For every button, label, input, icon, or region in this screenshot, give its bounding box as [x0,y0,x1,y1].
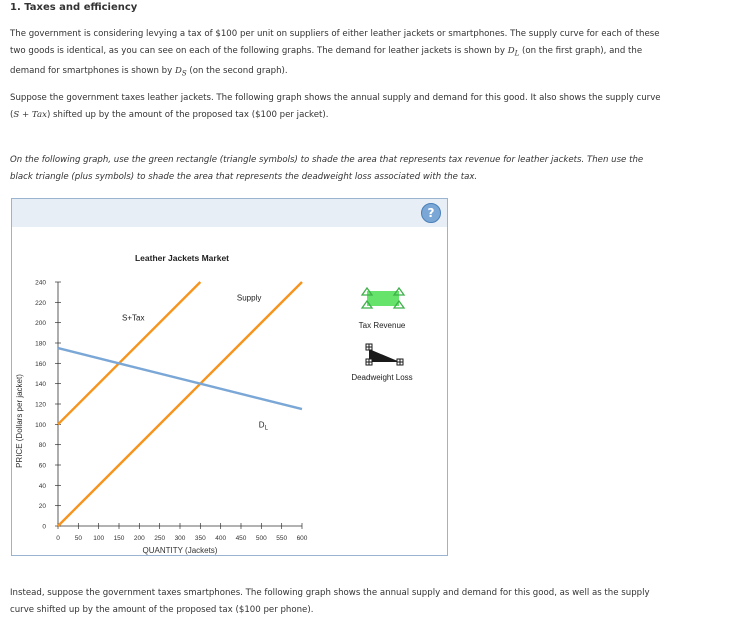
tax-revenue-label: Tax Revenue [358,321,406,330]
graph-panel [11,198,448,556]
x-tick-label: 300 [174,535,186,542]
intro-line: two goods is identical, as you can see on each of the following graphs. The demand for leather jackets is shown by $D_L$ (on the first graph), and the [10,46,643,58]
intro-line: demand for smartphones is shown by $D_S$ (on the second graph). [10,65,288,78]
dl-line [58,348,302,409]
y-tick-label: 0 [42,523,46,531]
tax-line: Suppose the government taxes leather jackets. The following graph shows the annual supply and demand for this good. It also shows the supply curve [10,93,661,103]
x-tick-label: 250 [154,535,166,542]
x-tick-label: 450 [235,535,247,542]
x-tick-label: 150 [113,535,125,542]
intro-paragraph [10,26,715,82]
instruction-line: black triangle (plus symbols) to shade the area that represents the deadweight loss associated with the tax. [10,172,478,182]
instruction-line: On the following graph, use the green rectangle (triangle symbols) to shade the area that represents tax revenue for leather jackets. Then use the [10,155,644,165]
x-tick-label: 600 [296,535,308,542]
smartphones-line: Instead, suppose the government taxes smartphones. The following graph shows the annual supply and demand for this good, as well as the supply [10,588,650,598]
x-tick-label: 0 [56,535,60,542]
x-tick-label: 400 [215,535,227,542]
intro-line: The government is considering levying a tax of $100 per unit on suppliers of either leather jackets or smartphones. The supply curve for each of these [10,29,660,39]
dl-label: $D_L$ [258,420,268,432]
y-tick-label: 160 [35,360,46,368]
help-icon[interactable]: ? [421,203,441,223]
supply-label: Supply [236,293,262,303]
y-tick-label: 200 [35,320,46,328]
y-tick-label: 140 [35,381,46,389]
x-axis-label: QUANTITY (Jackets) [142,546,218,555]
y-tick-label: 40 [38,482,46,490]
x-tick-label: 50 [74,535,82,542]
deadweight-loss-tool[interactable] [366,344,403,365]
tax-line: (S + Tax) shifted up by the amount of the proposed tax ($100 per jacket). [10,110,329,120]
tax-revenue-tool[interactable] [362,288,404,308]
x-tick-label: 100 [93,535,105,542]
y-tick-label: 60 [38,462,46,470]
supply-line [58,282,302,526]
y-tick-label: 100 [35,421,46,429]
x-tick-label: 500 [255,535,267,542]
y-axis-label: PRICE (Dollars per jacket) [15,374,24,468]
y-tick-label: 180 [35,340,46,348]
smartphones-line: curve shifted up by the amount of the proposed tax ($100 per phone). [10,605,314,615]
y-tick-label: 240 [35,279,46,287]
instructions-paragraph [10,152,715,186]
y-tick-label: 80 [38,442,46,450]
x-tick-label: 200 [133,535,145,542]
y-tick-label: 20 [38,503,46,511]
question-heading: 1. Taxes and efficiency [10,2,138,13]
x-tick-label: 350 [194,535,206,542]
s-tax-label: S+Tax [121,313,145,323]
y-tick-label: 120 [35,401,46,409]
y-tick-label: 220 [35,299,46,307]
x-tick-label: 550 [276,535,288,542]
smartphones-paragraph [10,585,715,619]
deadweight-loss-label: Deadweight Loss [351,373,413,382]
leather-jackets-chart[interactable] [12,199,449,557]
tax-paragraph [10,90,715,124]
chart-title: Leather Jackets Market [134,253,230,263]
